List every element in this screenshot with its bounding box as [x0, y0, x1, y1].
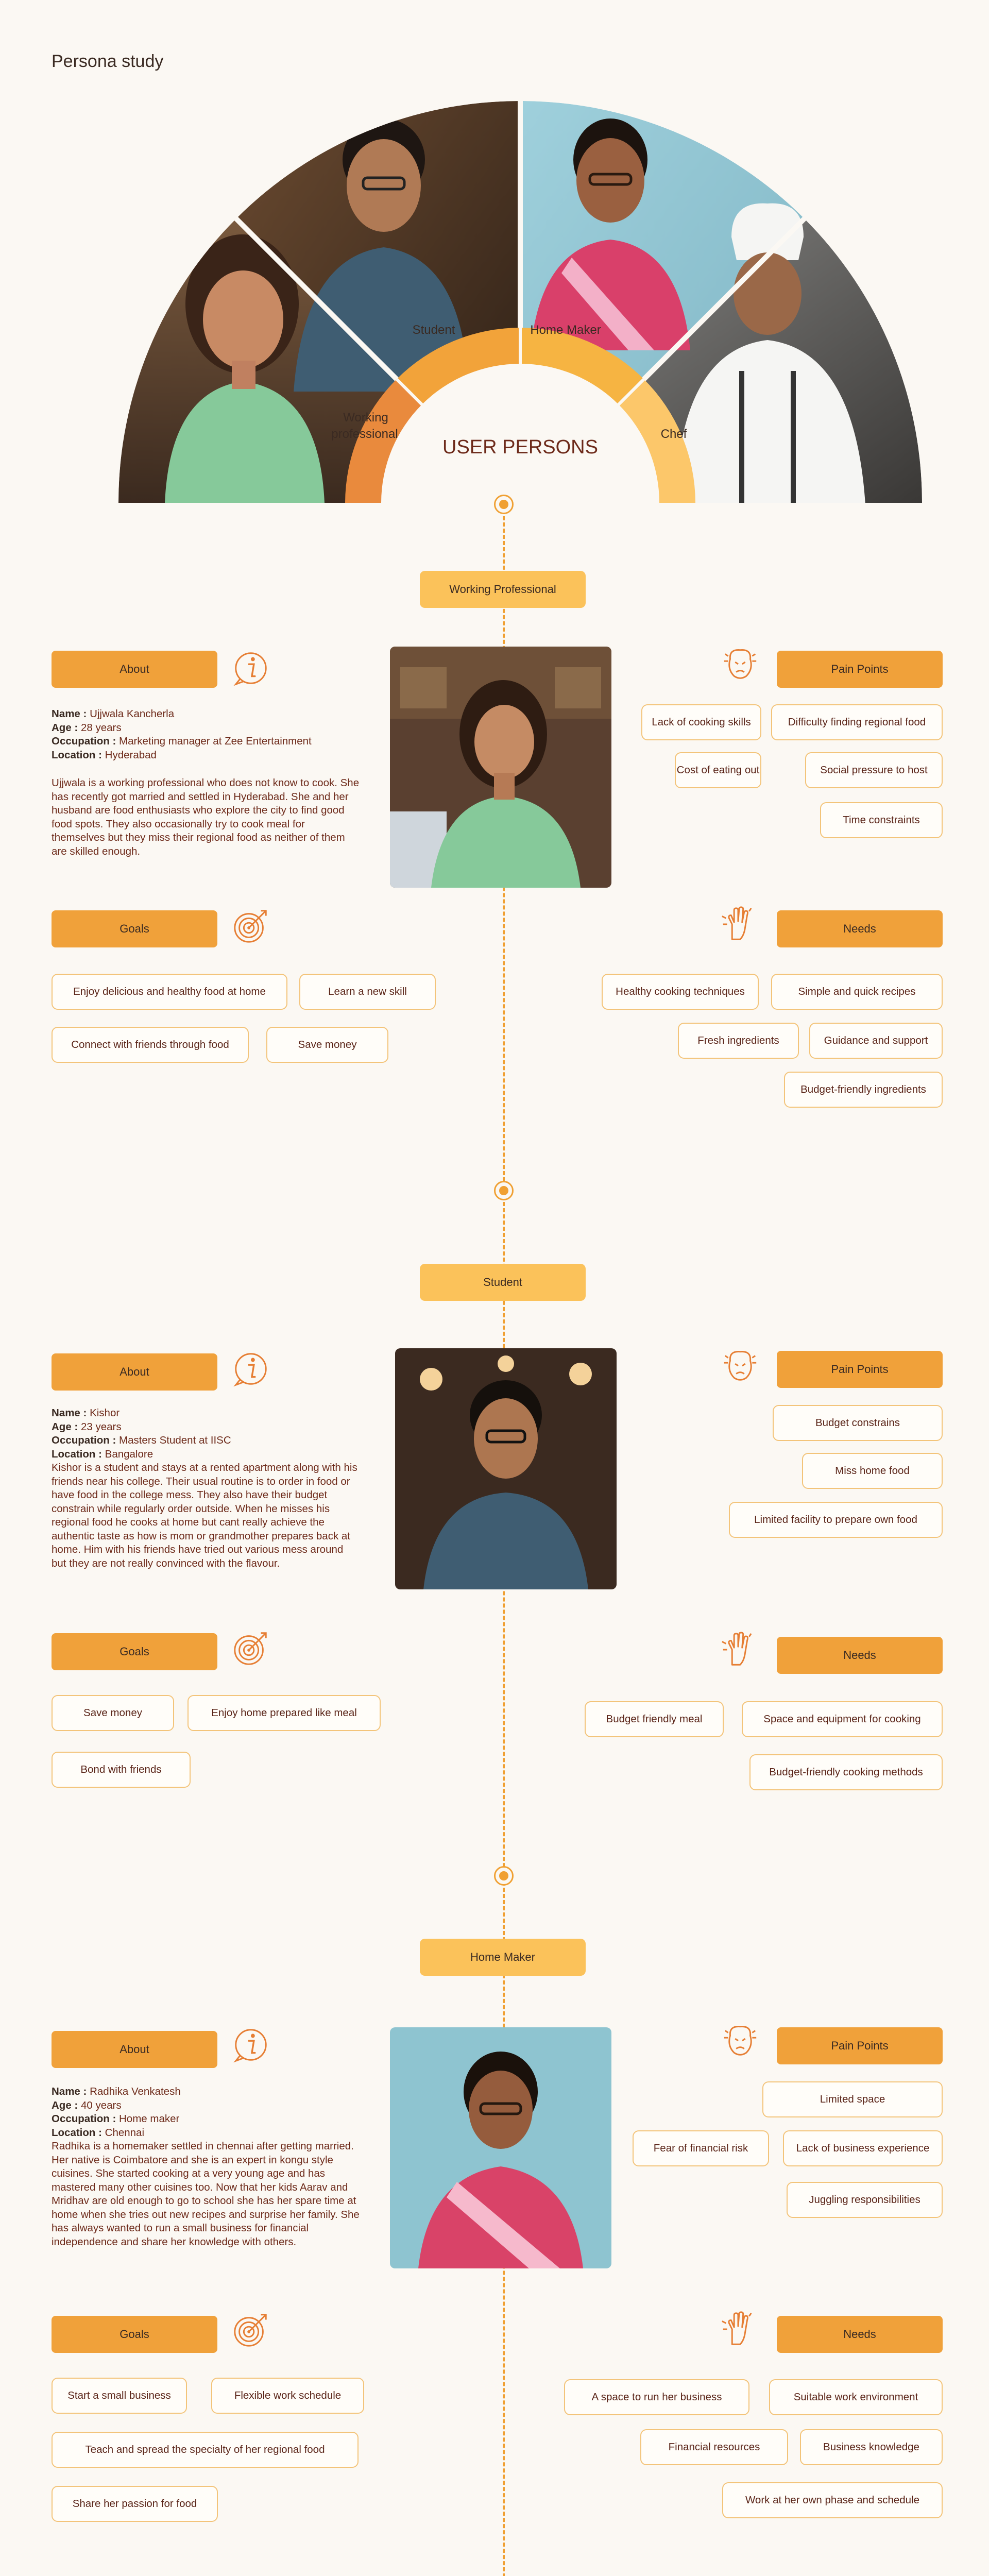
timeline-dot — [494, 1866, 514, 1886]
need-chip: Space and equipment for cooking — [742, 1701, 943, 1737]
need-chip: Healthy cooking techniques — [602, 974, 759, 1010]
info-icon — [231, 648, 271, 688]
persona-hero — [108, 62, 932, 505]
persona-age: 40 years — [80, 2099, 122, 2111]
persona-location: Hyderabad — [105, 749, 157, 761]
persona-title-working-professional[interactable]: Working Professional — [420, 571, 586, 608]
pain-point-chip: Juggling responsibilities — [787, 2182, 943, 2218]
photo-student — [395, 1348, 617, 1589]
persona-name: Ujjwala Kancherla — [90, 708, 175, 720]
persona-location: Bangalore — [105, 1448, 154, 1460]
persona-name: Radhika Venkatesh — [90, 2086, 181, 2097]
pain-points-label: Pain Points — [777, 2027, 943, 2064]
persona-description: Ujjwala is a working professional who does not know to cook. She has recently got married and settled in Hyderabad. She and her husband are food enthusiasts who explore the city to find good food spots. They also occasionally try to cook meal for themselves but they miss their regional food as neither of them are skilled enough. — [52, 777, 360, 857]
pain-point-chip: Limited facility to prepare own food — [729, 1502, 943, 1538]
occupation-label: Occupation : — [52, 735, 116, 747]
persona-location: Chennai — [105, 2126, 145, 2139]
info-icon — [231, 1349, 271, 1389]
pain-point-chip: Cost of eating out — [675, 752, 761, 788]
about-label: About — [52, 1353, 217, 1391]
need-chip: Guidance and support — [809, 1023, 943, 1059]
persona-age: 28 years — [80, 721, 122, 734]
persona-description: Kishor is a student and stays at a rented apartment along with his friends near his college. Their usual routine is to order in food or have food in the college mess. They also have their budget constrain while regularly order outside. When he misses his regional food he cooks at home but cant really achieve the authentic taste as how is mom or grandmother prepares back at home. Him with his friends have tried out various mess around but they are not really convinced with the flavour. — [52, 1462, 357, 1569]
age-label: Age : — [52, 1420, 78, 1433]
pain-point-chip: Social pressure to host — [805, 752, 943, 788]
target-icon — [231, 906, 271, 946]
age-label: Age : — [52, 721, 78, 734]
raised-hand-icon — [717, 1630, 757, 1670]
pain-point-chip: Fear of financial risk — [633, 2130, 769, 2166]
target-icon — [231, 1628, 271, 1668]
goal-chip: Bond with friends — [52, 1752, 191, 1788]
photo-working-professional — [390, 647, 611, 888]
location-label: Location : — [52, 1448, 102, 1460]
goal-chip: Start a small business — [52, 2378, 187, 2414]
occupation-label: Occupation : — [52, 1434, 116, 1446]
photo-home-maker — [390, 2027, 611, 2268]
persona-title-home-maker[interactable]: Home Maker — [420, 1939, 586, 1976]
persona-occupation: Home maker — [119, 2113, 180, 2125]
persona-title-student[interactable]: Student — [420, 1264, 586, 1301]
hero-center-label: USER PERSONS — [442, 436, 598, 458]
segment-label-home-maker: Home Maker — [530, 323, 601, 337]
about-text-working-professional — [52, 707, 361, 858]
about-label: About — [52, 2031, 217, 2068]
need-chip: Financial resources — [640, 2429, 788, 2465]
segment-label-chef: Chef — [660, 427, 687, 441]
goal-chip: Teach and spread the specialty of her regional food — [52, 2432, 359, 2468]
need-chip: Suitable work environment — [769, 2379, 943, 2415]
frustrated-face-icon — [720, 2021, 760, 2061]
goal-chip: Share her passion for food — [52, 2486, 218, 2522]
pain-point-chip: Budget constrains — [773, 1405, 943, 1441]
need-chip: Fresh ingredients — [678, 1023, 799, 1059]
raised-hand-icon — [717, 904, 757, 944]
need-chip: Business knowledge — [800, 2429, 943, 2465]
location-label: Location : — [52, 749, 102, 761]
frustrated-face-icon — [720, 1346, 760, 1386]
pain-point-chip: Difficulty finding regional food — [771, 704, 943, 740]
pain-point-chip: Lack of business experience — [783, 2130, 943, 2166]
name-label: Name : — [52, 708, 87, 720]
goal-chip: Save money — [52, 1695, 174, 1731]
pain-point-chip: Limited space — [762, 2081, 943, 2117]
need-chip: Budget-friendly cooking methods — [749, 1754, 943, 1790]
need-chip: Work at her own phase and schedule — [722, 2482, 943, 2518]
frustrated-face-icon — [720, 644, 760, 684]
pain-points-label: Pain Points — [777, 1351, 943, 1388]
segment-label-professional: professional — [331, 427, 398, 441]
pain-points-label: Pain Points — [777, 651, 943, 688]
target-icon — [231, 2310, 271, 2350]
goal-chip: Enjoy home prepared like meal — [187, 1695, 381, 1731]
persona-description: Radhika is a homemaker settled in chennai after getting married. Her native is Coimbatore and she is an expert in kongu style cuisines. She started cooking at a very young age and has mastered many other cuisines too. Now that her kids Aarav and Mridhav are old enough to go to school she has her spare time at home when she tries out new recipes and surprise her family. She has always wanted to run a small business for financial independence and share her knowledge with others. — [52, 2140, 360, 2248]
info-icon — [231, 2025, 271, 2065]
goals-label: Goals — [52, 2316, 217, 2353]
occupation-label: Occupation : — [52, 2113, 116, 2125]
need-chip: Budget friendly meal — [585, 1701, 724, 1737]
name-label: Name : — [52, 2086, 87, 2097]
age-label: Age : — [52, 2099, 78, 2111]
timeline-dot — [494, 495, 514, 514]
needs-label: Needs — [777, 910, 943, 947]
needs-label: Needs — [777, 2316, 943, 2353]
goal-chip: Enjoy delicious and healthy food at home — [52, 974, 287, 1010]
goal-chip: Flexible work schedule — [211, 2378, 364, 2414]
goal-chip: Save money — [266, 1027, 388, 1063]
need-chip: Budget-friendly ingredients — [784, 1072, 943, 1108]
about-label: About — [52, 651, 217, 688]
about-text-student — [52, 1406, 361, 1570]
persona-age: 23 years — [80, 1420, 122, 1433]
persona-occupation: Masters Student at IISC — [119, 1434, 231, 1446]
about-text-home-maker — [52, 2085, 361, 2249]
raised-hand-icon — [717, 2309, 757, 2349]
timeline-dot — [494, 1181, 514, 1200]
name-label: Name : — [52, 1407, 87, 1419]
need-chip: A space to run her business — [564, 2379, 749, 2415]
goals-label: Goals — [52, 910, 217, 947]
goal-chip: Learn a new skill — [299, 974, 436, 1010]
segment-label-working: Working — [343, 411, 388, 425]
pain-point-chip: Lack of cooking skills — [641, 704, 761, 740]
segment-label-student: Student — [412, 323, 455, 337]
pain-point-chip: Time constraints — [820, 802, 943, 838]
needs-label: Needs — [777, 1637, 943, 1674]
pain-point-chip: Miss home food — [802, 1453, 943, 1489]
page-title: Persona study — [52, 52, 164, 71]
location-label: Location : — [52, 2126, 102, 2139]
persona-occupation: Marketing manager at Zee Entertainment — [119, 735, 312, 747]
goal-chip: Connect with friends through food — [52, 1027, 249, 1063]
goals-label: Goals — [52, 1633, 217, 1670]
need-chip: Simple and quick recipes — [771, 974, 943, 1010]
persona-name: Kishor — [90, 1407, 120, 1419]
